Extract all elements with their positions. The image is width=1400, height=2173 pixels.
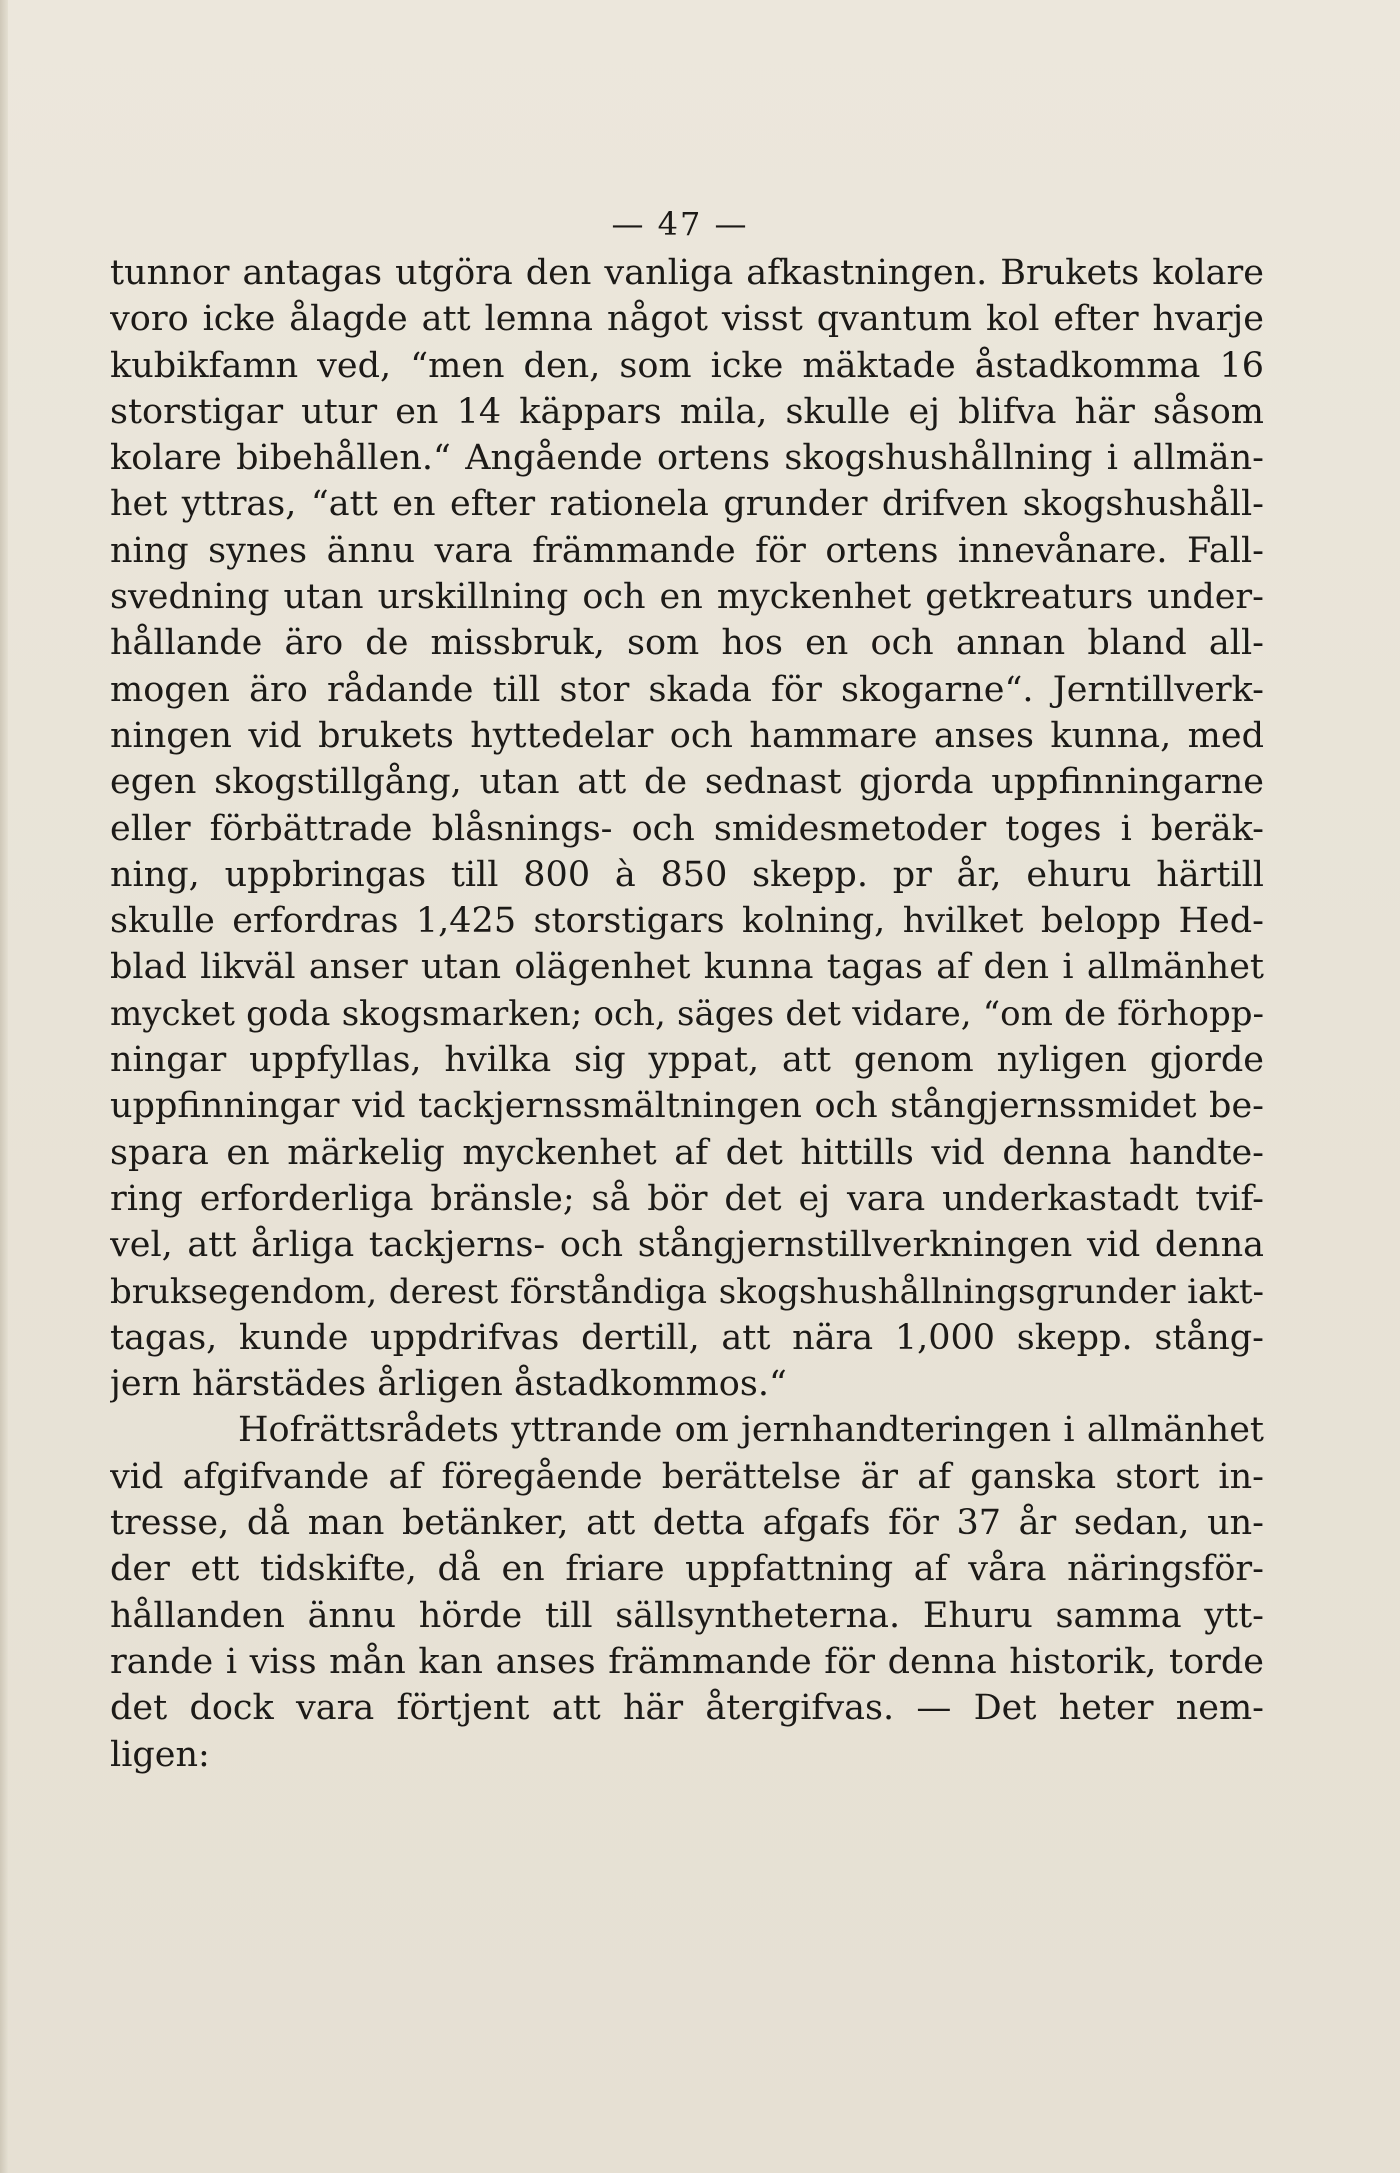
text-line: skulle erfordras 1,425 storstigars kolning, hvilket belopp Hed- xyxy=(110,901,1264,942)
text-line: storstigar utur en 14 käppars mila, skulle ej blifva här såsom xyxy=(110,391,1264,432)
text-line: het yttras, “att en efter rationela grunder drifven skogshushåll- xyxy=(110,484,1264,525)
text-line: vel, att årliga tackjerns- och stångjernstillverkningen vid denna xyxy=(110,1225,1264,1266)
text-line: ningen vid brukets hyttedelar och hammare anses kunna, med xyxy=(110,715,1264,756)
text-line: ningar uppfyllas, hvilka sig yppat, att genom nyligen gjorde xyxy=(110,1040,1264,1081)
text-line: svedning utan urskillning och en myckenhet getkreaturs under- xyxy=(110,577,1264,618)
text-line: tunnor antagas utgöra den vanliga afkastningen. Brukets kolare xyxy=(110,253,1264,293)
text-line: ring erforderliga bränsle; så bör det ej vara underkastadt tvif- xyxy=(110,1178,1264,1219)
text-line: hållande äro de missbruk, som hos en och annan bland all- xyxy=(110,623,1264,664)
text-line: mogen äro rådande till stor skada för skogarne“. Jerntillverk- xyxy=(110,669,1264,710)
text-line: Hofrättsrådets yttrande om jernhandteringen i allmänhet xyxy=(238,1410,1264,1451)
text-line: tresse, då man betänker, att detta afgafs för 37 år sedan, un- xyxy=(110,1503,1264,1544)
text-line: hållanden ännu hörde till sällsyntheterna. Ehuru samma ytt- xyxy=(110,1595,1264,1636)
text-line: kolare bibehållen.“ Angående ortens skogshushållning i allmän- xyxy=(110,438,1264,479)
page-edge-shadow xyxy=(0,0,8,2173)
text-line: ligen: xyxy=(110,1734,210,1775)
text-line: eller förbättrade blåsnings- och smidesmetoder toges i beräk- xyxy=(110,808,1264,849)
text-line: det dock vara förtjent att här återgifvas. — Det heter nem- xyxy=(110,1688,1264,1729)
text-line: mycket goda skogsmarken; och, säges det vidare, “om de förhopp- xyxy=(110,993,1264,1034)
text-line: spara en märkelig myckenhet af det hittills vid denna handte- xyxy=(110,1132,1264,1173)
text-line: rande i viss mån kan anses främmande för denna historik, torde xyxy=(110,1641,1264,1682)
text-line: tagas, kunde uppdrifvas dertill, att nära 1,000 skepp. stång- xyxy=(110,1317,1264,1358)
text-line: ning, uppbringas till 800 à 850 skepp. pr år, ehuru härtill xyxy=(110,854,1264,895)
body-text xyxy=(110,250,1264,1778)
text-line: uppfinningar vid tackjernssmältningen och stångjernssmidet be- xyxy=(110,1086,1264,1127)
text-line: egen skogstillgång, utan att de sednast gjorda uppfinningarne xyxy=(110,762,1264,803)
text-line: jern härstädes årligen åstadkommos.“ xyxy=(110,1364,787,1405)
page-number: — 47 — xyxy=(611,205,749,243)
text-line: der ett tidskifte, då en friare uppfattning af våra näringsför- xyxy=(110,1549,1264,1590)
text-line: kubikfamn ved, “men den, som icke mäktade åstadkomma 16 xyxy=(110,345,1264,386)
text-line: blad likväl anser utan olägenhet kunna tagas af den i allmänhet xyxy=(110,947,1264,988)
text-line: ning synes ännu vara främmande för ortens innevånare. Fall- xyxy=(110,530,1264,571)
text-line: voro icke ålagde att lemna något visst qvantum kol efter hvarje xyxy=(110,299,1264,340)
text-line: vid afgifvande af föregående berättelse är af ganska stort in- xyxy=(110,1456,1264,1497)
text-line: bruksegendom, derest förståndiga skogshushållningsgrunder iakt- xyxy=(110,1271,1264,1312)
